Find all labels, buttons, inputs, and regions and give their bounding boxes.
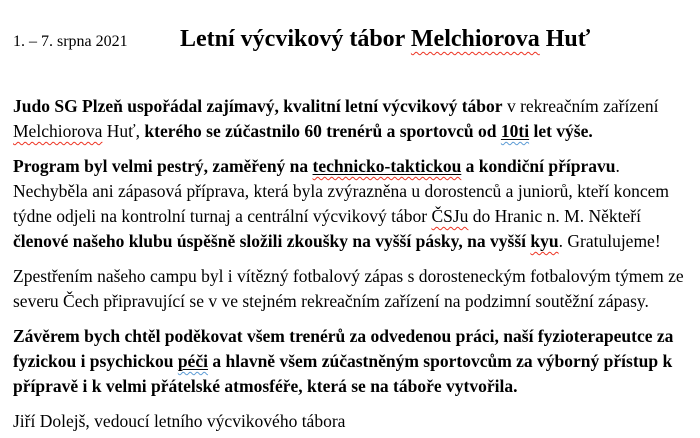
text-run: a kondiční přípravu	[461, 156, 616, 176]
text-run: do Hranic n. M. Někteří	[468, 206, 641, 226]
paragraph-thanks	[13, 324, 692, 399]
document-header	[13, 24, 692, 54]
text-run: let výše.	[529, 121, 593, 141]
text-run: Huť,	[102, 121, 145, 141]
text-run: členové našeho klubu úspěšně složili zkoušky na vyšší pásky, na vyšší	[13, 231, 531, 251]
title-text: Huť	[539, 26, 591, 52]
text-run: Jiří Dolejš, vedoucí letního výcvikového tábora	[13, 411, 346, 431]
title-text: Letní výcvikový tábor	[180, 26, 411, 52]
text-run: Zpestřením našeho campu byl i vítězný fotbalový zápas s dorosteneckým fotbalovým týmem ze severu Čech připravující se v ve stejném rekreačním zařízení na podzimní soutěžní zápasy.	[13, 266, 684, 311]
signature-line	[13, 409, 692, 434]
text-run: kterého se zúčastnilo 60 trenérů a sportovců od	[144, 121, 501, 141]
text-run: v rekreačním zařízení	[502, 96, 659, 116]
text-run: Závěrem bych chtěl poděkovat všem trenérů za odvedenou práci, naší fyzioterapeutce za fyzickou i psychickou	[13, 326, 674, 371]
paragraph-intro	[13, 94, 692, 144]
underlined-text: 10ti	[500, 121, 530, 141]
grammar-flagged-word	[501, 121, 529, 141]
misspelled-word	[313, 156, 462, 176]
underlined-text: péči	[177, 351, 208, 371]
paragraph-football	[13, 264, 692, 314]
underlined-text: technicko-taktickou	[312, 156, 462, 176]
event-date: 1. – 7. srpna 2021	[13, 33, 128, 50]
misspelled-word: Melchiorova	[410, 26, 540, 52]
text-run: . Nechyběla ani zápasová příprava, která byla zvýrazněna u dorostenců a juniorů, kteří koncem týdne odjeli na kontrolní turnaj a centrální výcvikový tábor	[13, 156, 669, 226]
paragraph-program	[13, 154, 692, 254]
text-run: Judo SG Plzeň uspořádal zajímavý, kvalitní letní výcvikový tábor	[13, 96, 503, 116]
misspelled-word: kyu	[530, 231, 559, 251]
grammar-flagged-word	[178, 351, 208, 371]
document-title	[180, 24, 590, 54]
text-run: . Gratulujeme!	[558, 231, 661, 251]
text-run: a hlavně všem zúčastněným sportovcům za výborný přístup k přípravě i k velmi přátelské atmosféře, která se na táboře vytvořila.	[13, 351, 673, 396]
misspelled-word: Melchiorova	[13, 121, 103, 141]
misspelled-word: ČSJu	[431, 206, 469, 226]
text-run: Program byl velmi pestrý, zaměřený na	[13, 156, 313, 176]
